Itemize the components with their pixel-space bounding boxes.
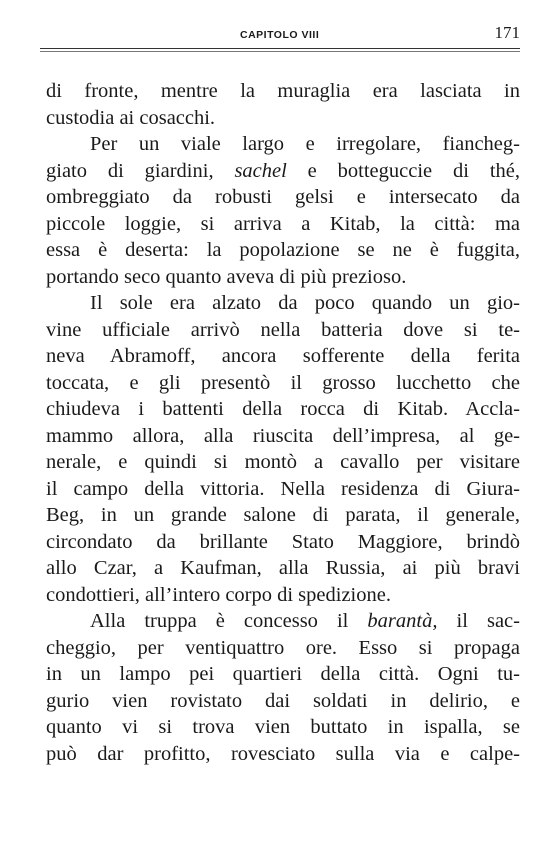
text-line: toccata, e gli presentò il grosso lucchetto che xyxy=(46,371,520,394)
page-number: 171 xyxy=(494,23,520,42)
text-line: Beg, in un grande salone di parata, il generale, xyxy=(46,504,520,526)
text-line: nerale, e quindi si montò a cavallo per visitare xyxy=(46,451,520,473)
text-line: mammo allora, alla riuscita dell’impresa, al ge- xyxy=(46,424,520,447)
text-line: neva Abramoff, ancora sofferente della ferita xyxy=(46,345,520,367)
text-run: Alla truppa è concesso il xyxy=(90,610,368,632)
text-line: vine ufficiale arrivò nella batteria dove si te- xyxy=(46,318,520,341)
text-line: quanto vi si trova vien buttato in ispalla, se xyxy=(46,716,520,738)
header-rule xyxy=(40,48,520,49)
body-text xyxy=(46,78,520,767)
text-run: giato di giardini, xyxy=(46,159,235,182)
text-line: il campo della vittoria. Nella residenza di Giura- xyxy=(46,477,520,500)
text-line: Per un viale largo e irregolare, fiancheg- xyxy=(90,133,520,155)
text-line: gurio vien rovistato dai soldati in delirio, e xyxy=(46,689,520,712)
text-line: piccole loggie, si arriva a Kitab, la città: ma xyxy=(46,212,520,235)
text-line: circondato da brillante Stato Maggiore, brindò xyxy=(46,530,520,553)
text-run: e botteguccie di thé, xyxy=(286,159,520,182)
text-run: il sac- xyxy=(437,610,520,632)
header-rule-thin xyxy=(40,51,520,52)
text-line: portando seco quanto aveva di più prezioso. xyxy=(46,265,407,288)
text-line xyxy=(46,608,520,635)
italic-term: sachel xyxy=(234,159,287,182)
text-line: cheggio, per ventiquattro ore. Esso si propaga xyxy=(46,636,520,659)
text-line: Il sole era alzato da poco quando un gio- xyxy=(90,292,520,314)
running-head: CAPITOLO VIII xyxy=(240,29,320,41)
text-line: condottieri, all’intero corpo di spedizione. xyxy=(46,583,391,606)
text-line: ombreggiato da robusti gelsi e intersecato da xyxy=(46,186,520,208)
text-line: può dar profitto, rovesciato sulla via e calpe- xyxy=(46,742,520,765)
text-line: di fronte, mentre la muraglia era lasciata in xyxy=(46,80,520,102)
text-line: essa è deserta: la popolazione se ne è fuggita, xyxy=(46,239,520,261)
text-line: allo Czar, a Kaufman, alla Russia, ai più bravi xyxy=(46,557,520,579)
page-header xyxy=(40,20,520,44)
text-line: custodia ai cosacchi. xyxy=(46,106,216,129)
text-line: in un lampo pei quartieri della città. Ogni tu- xyxy=(46,663,520,685)
text-line: chiudeva i battenti della rocca di Kitab. Accla- xyxy=(46,398,520,420)
text-line xyxy=(46,158,520,185)
italic-term: barantà, xyxy=(367,610,438,632)
